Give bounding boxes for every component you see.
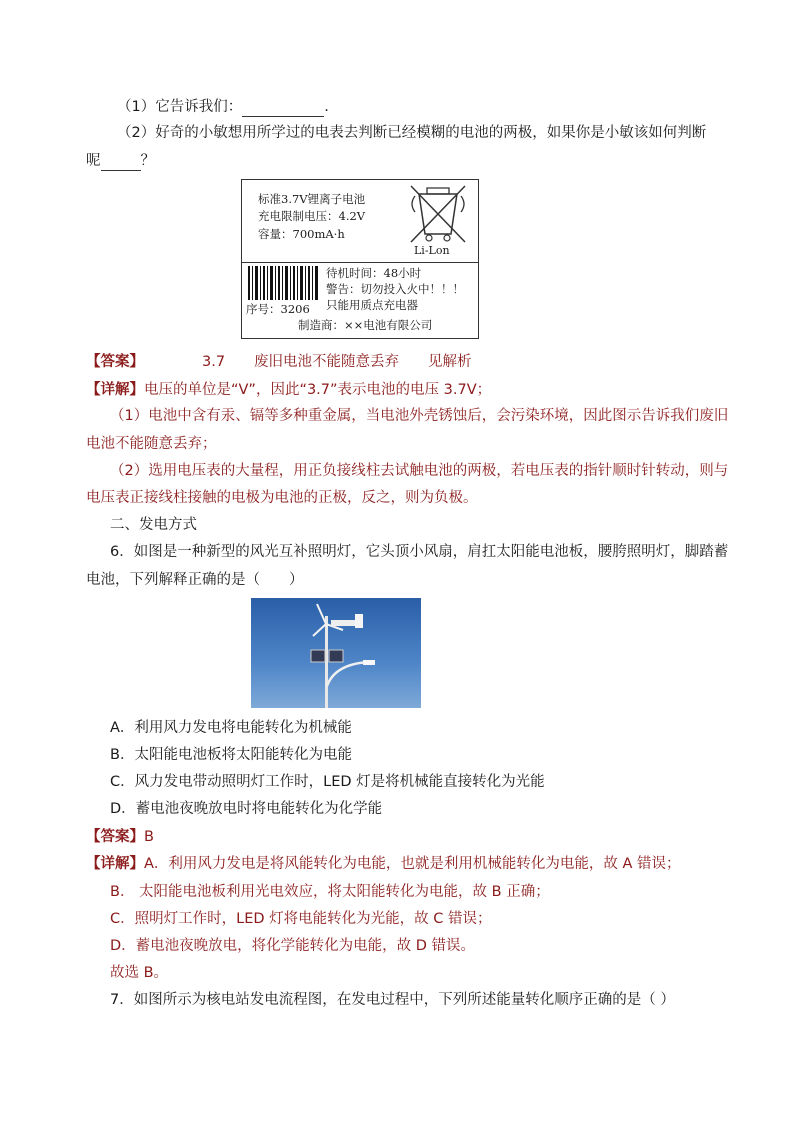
- label-line3: 容量：700mA·h: [258, 227, 345, 241]
- wind-solar-lamp-illustration: [251, 598, 421, 708]
- label-maker: 制造商：××电池有限公司: [298, 318, 433, 332]
- detail6-c: C．照明灯工作时，LED 灯将电能转化为光能，故 C 错误；: [110, 911, 492, 927]
- answer-tag: 【答案】: [86, 829, 144, 845]
- barcode-icon: [248, 266, 320, 300]
- detail5-p2b: 电压表正接线柱接触的电极为电池的正极，反之，则为负极。: [86, 490, 478, 506]
- detail-tag: 【详解】: [86, 382, 144, 398]
- q5-sub2-end: 呢 ？: [86, 153, 155, 169]
- answer6-value: B: [144, 829, 154, 845]
- detail6-b: B． 太阳能电池板利用光电效应，将太阳能转化为电能，故 B 正确；: [110, 884, 550, 900]
- label-charger: 只能用质点充电器: [326, 298, 418, 312]
- detail-tag: 【详解】: [86, 856, 144, 872]
- detail5-p1a: （1）电池中含有汞、镉等多种重金属，当电池外壳锈蚀后，会污染环境，因此图示告诉我们废旧: [110, 408, 729, 424]
- q7-stem: 7．如图所示为核电站发电流程图，在发电过程中，下列所述能量转化顺序正确的是（ ）: [110, 992, 675, 1008]
- answer5-value3: 见解析: [428, 354, 472, 370]
- label-line2: 充电限制电压：4.2V: [258, 209, 366, 223]
- detail6-conclusion: 故选 B。: [110, 965, 169, 981]
- wind-solar-lamp-photo: [251, 598, 421, 708]
- q6-stem1: 6．如图是一种新型的风光互补照明灯，它头顶小风扇，肩扛太阳能电池板，腰胯照明灯，脚踏蓄: [110, 544, 729, 560]
- label-logo-text: Li-Lon: [414, 244, 450, 257]
- detail5-p1b: 电池不能随意丢弃；: [86, 436, 217, 452]
- q6-option-b[interactable]: B．太阳能电池板将太阳能转化为电能: [110, 747, 352, 763]
- label-divider: [242, 262, 478, 263]
- q6-option-a[interactable]: A．利用风力发电将电能转化为机械能: [110, 720, 352, 736]
- label-line1: 标准3.7V锂离子电池: [258, 192, 366, 206]
- label-serial: 序号：3206: [246, 302, 310, 316]
- q6-option-d[interactable]: D．蓄电池夜晚放电时将电能转化为化学能: [110, 801, 383, 817]
- q6-stem2: 电池，下列解释正确的是（ ）: [86, 572, 304, 588]
- q5-sub2: （2）好奇的小敏想用所学过的电表去判断已经模糊的电池的两极，如果你是小敏该如何判断: [117, 125, 707, 141]
- answer5-value2: 废旧电池不能随意丢弃: [254, 354, 399, 370]
- q5-sub1: （1）它告诉我们： .: [117, 99, 329, 115]
- crossed-bin-icon: [405, 182, 471, 246]
- label-warning: 警告：切勿投入火中！！！: [326, 282, 464, 296]
- answer-blank[interactable]: [242, 100, 324, 117]
- answer5-value1: 3.7: [202, 354, 226, 370]
- battery-label-figure: [241, 179, 479, 339]
- answer5-row: [86, 352, 472, 372]
- answer6-row: [86, 827, 154, 847]
- answer-blank[interactable]: [101, 154, 141, 171]
- detail6-d: D．蓄电池夜晚放电，将化学能转化为电能，故 D 错误。: [110, 938, 476, 954]
- q6-option-c[interactable]: C．风力发电带动照明灯工作时，LED 灯是将机械能直接转化为光能: [110, 774, 545, 790]
- detail5-intro: 【详解】电压的单位是“V”，因此“3.7”表示电池的电压 3.7V；: [86, 382, 492, 398]
- detail6-a: 【详解】A．利用风力发电是将风能转化为电能，也就是利用机械能转化为电能，故 A 错误；: [86, 856, 681, 872]
- section-title: 二、发电方式: [110, 517, 197, 533]
- label-standby: 待机时间：48小时: [326, 266, 422, 280]
- detail5-p2a: （2）选用电压表的大量程，用正负接线柱去试触电池的两极，若电压表的指针顺时针转动，则与: [110, 463, 729, 479]
- answer-tag: 【答案】: [86, 354, 144, 370]
